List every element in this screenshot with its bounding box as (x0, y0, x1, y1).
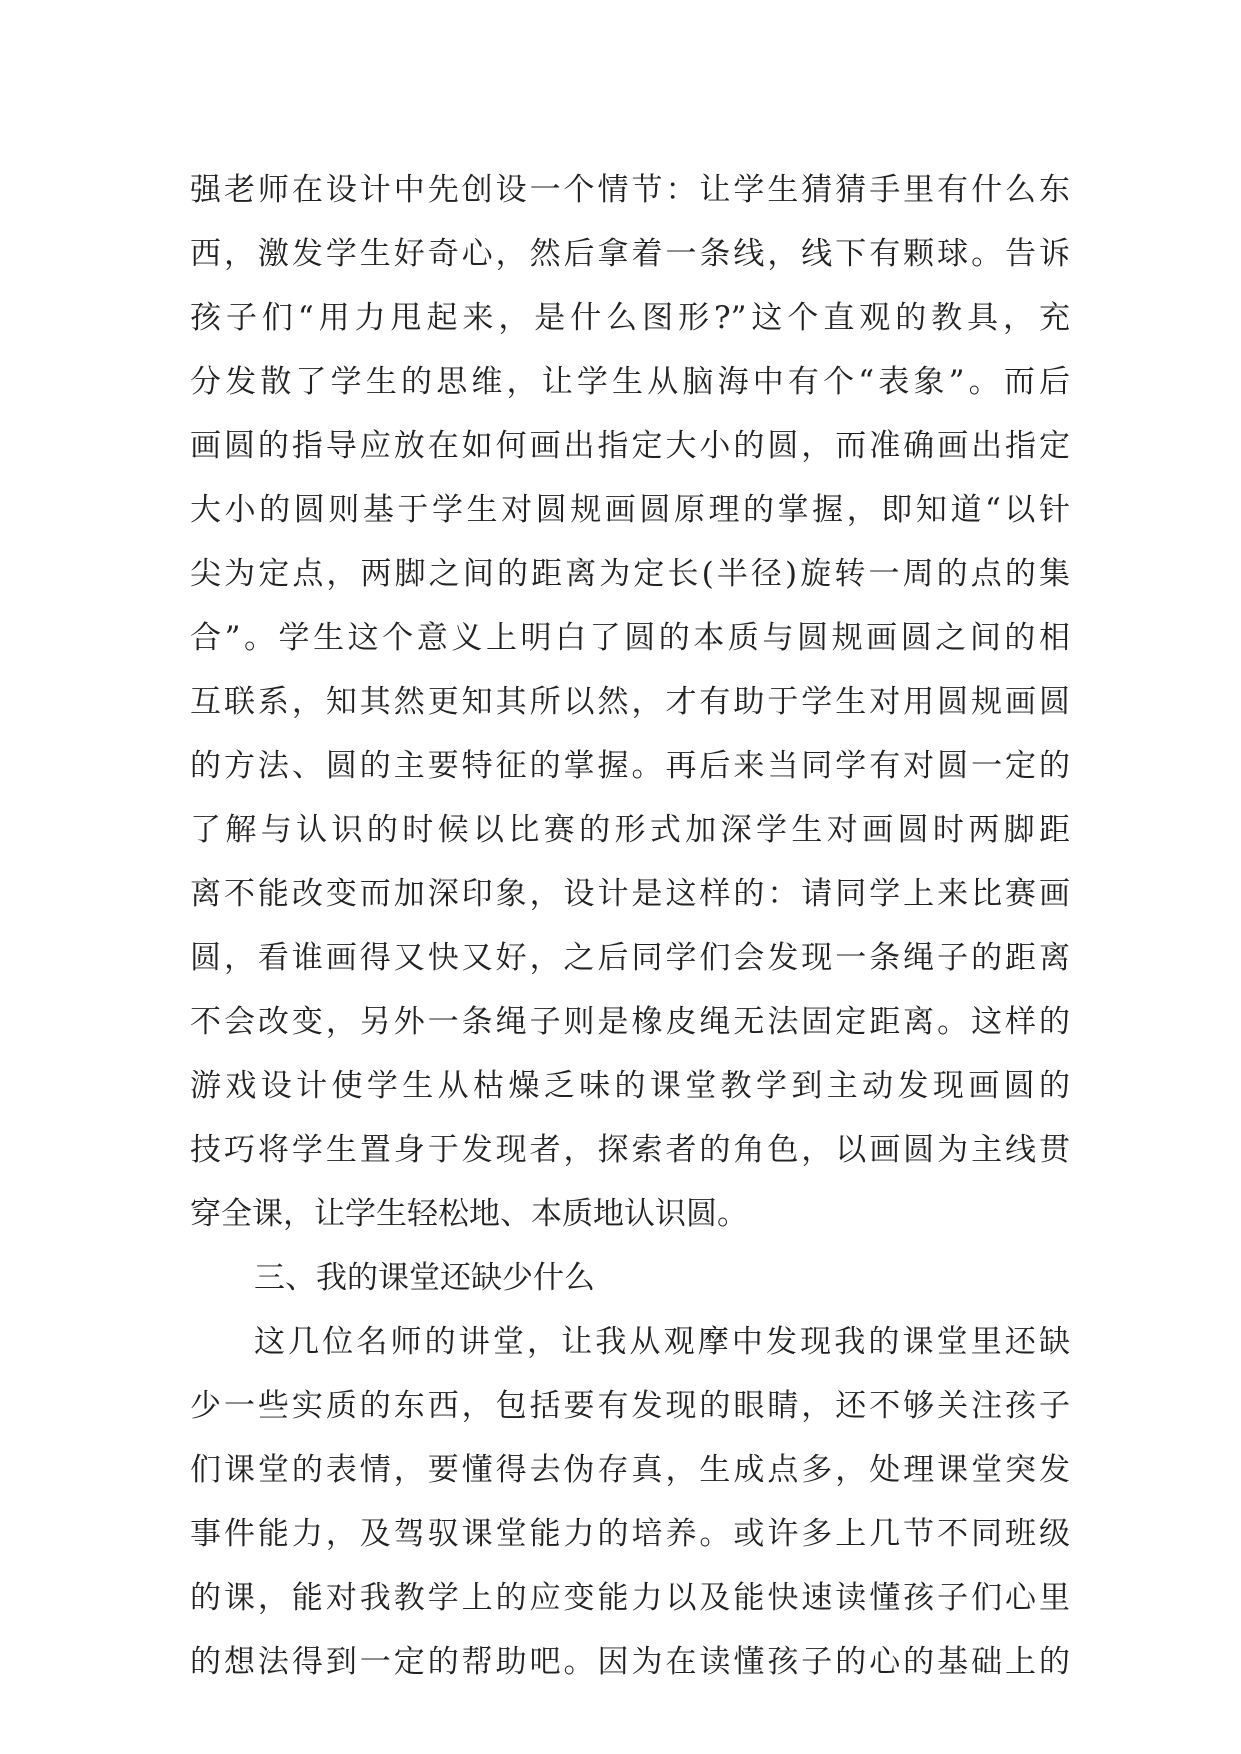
text-line: 离不能改变而加深印象，设计是这样的：请同学上来比赛画 (190, 876, 1070, 912)
text-line: 孩子们“用力甩起来，是什么图形?”这个直观的教具，充 (190, 300, 1070, 336)
text-line: 少一些实质的东西，包括要有发现的眼睛，还不够关注孩子 (190, 1388, 1070, 1424)
text-line: 不会改变，另外一条绳子则是橡皮绳无法固定距离。这样的 (190, 1004, 1070, 1040)
body-text (190, 158, 1070, 1694)
text-line: 们课堂的表情，要懂得去伪存真，生成点多，处理课堂突发 (190, 1452, 1070, 1488)
text-line: 了解与认识的时候以比赛的形式加深学生对画圆时两脚距 (190, 812, 1070, 848)
text-line: 合”。学生这个意义上明白了圆的本质与圆规画圆之间的相 (190, 620, 1070, 656)
text-line: 西，激发学生好奇心，然后拿着一条线，线下有颗球。告诉 (190, 236, 1070, 272)
section-heading: 三、我的课堂还缺少什么 (254, 1260, 595, 1296)
text-line: 强老师在设计中先创设一个情节：让学生猜猜手里有什么东 (190, 172, 1070, 208)
text-line: 的方法、圆的主要特征的掌握。再后来当同学有对圆一定的 (190, 748, 1070, 784)
text-line: 大小的圆则基于学生对圆规画圆原理的掌握，即知道“以针 (190, 492, 1070, 528)
text-line: 分发散了学生的思维，让学生从脑海中有个“表象”。而后 (190, 364, 1070, 400)
text-line: 的想法得到一定的帮助吧。因为在读懂孩子的心的基础上的 (190, 1644, 1070, 1680)
text-line: 的课，能对我教学上的应变能力以及能快速读懂孩子们心里 (190, 1580, 1070, 1616)
text-line: 游戏设计使学生从枯燥乏味的课堂教学到主动发现画圆的 (190, 1068, 1070, 1104)
text-line: 尖为定点，两脚之间的距离为定长(半径)旋转一周的点的集 (190, 556, 1070, 592)
text-line: 画圆的指导应放在如何画出指定大小的圆，而准确画出指定 (190, 428, 1070, 464)
text-line: 这几位名师的讲堂，让我从观摩中发现我的课堂里还缺 (254, 1324, 1070, 1360)
text-line: 事件能力，及驾驭课堂能力的培养。或许多上几节不同班级 (190, 1516, 1070, 1552)
text-line: 互联系，知其然更知其所以然，才有助于学生对用圆规画圆 (190, 684, 1070, 720)
text-line: 圆，看谁画得又快又好，之后同学们会发现一条绳子的距离 (190, 940, 1070, 976)
text-line: 技巧将学生置身于发现者，探索者的角色，以画圆为主线贯 (190, 1132, 1070, 1168)
text-line: 穿全课，让学生轻松地、本质地认识圆。 (190, 1196, 748, 1232)
